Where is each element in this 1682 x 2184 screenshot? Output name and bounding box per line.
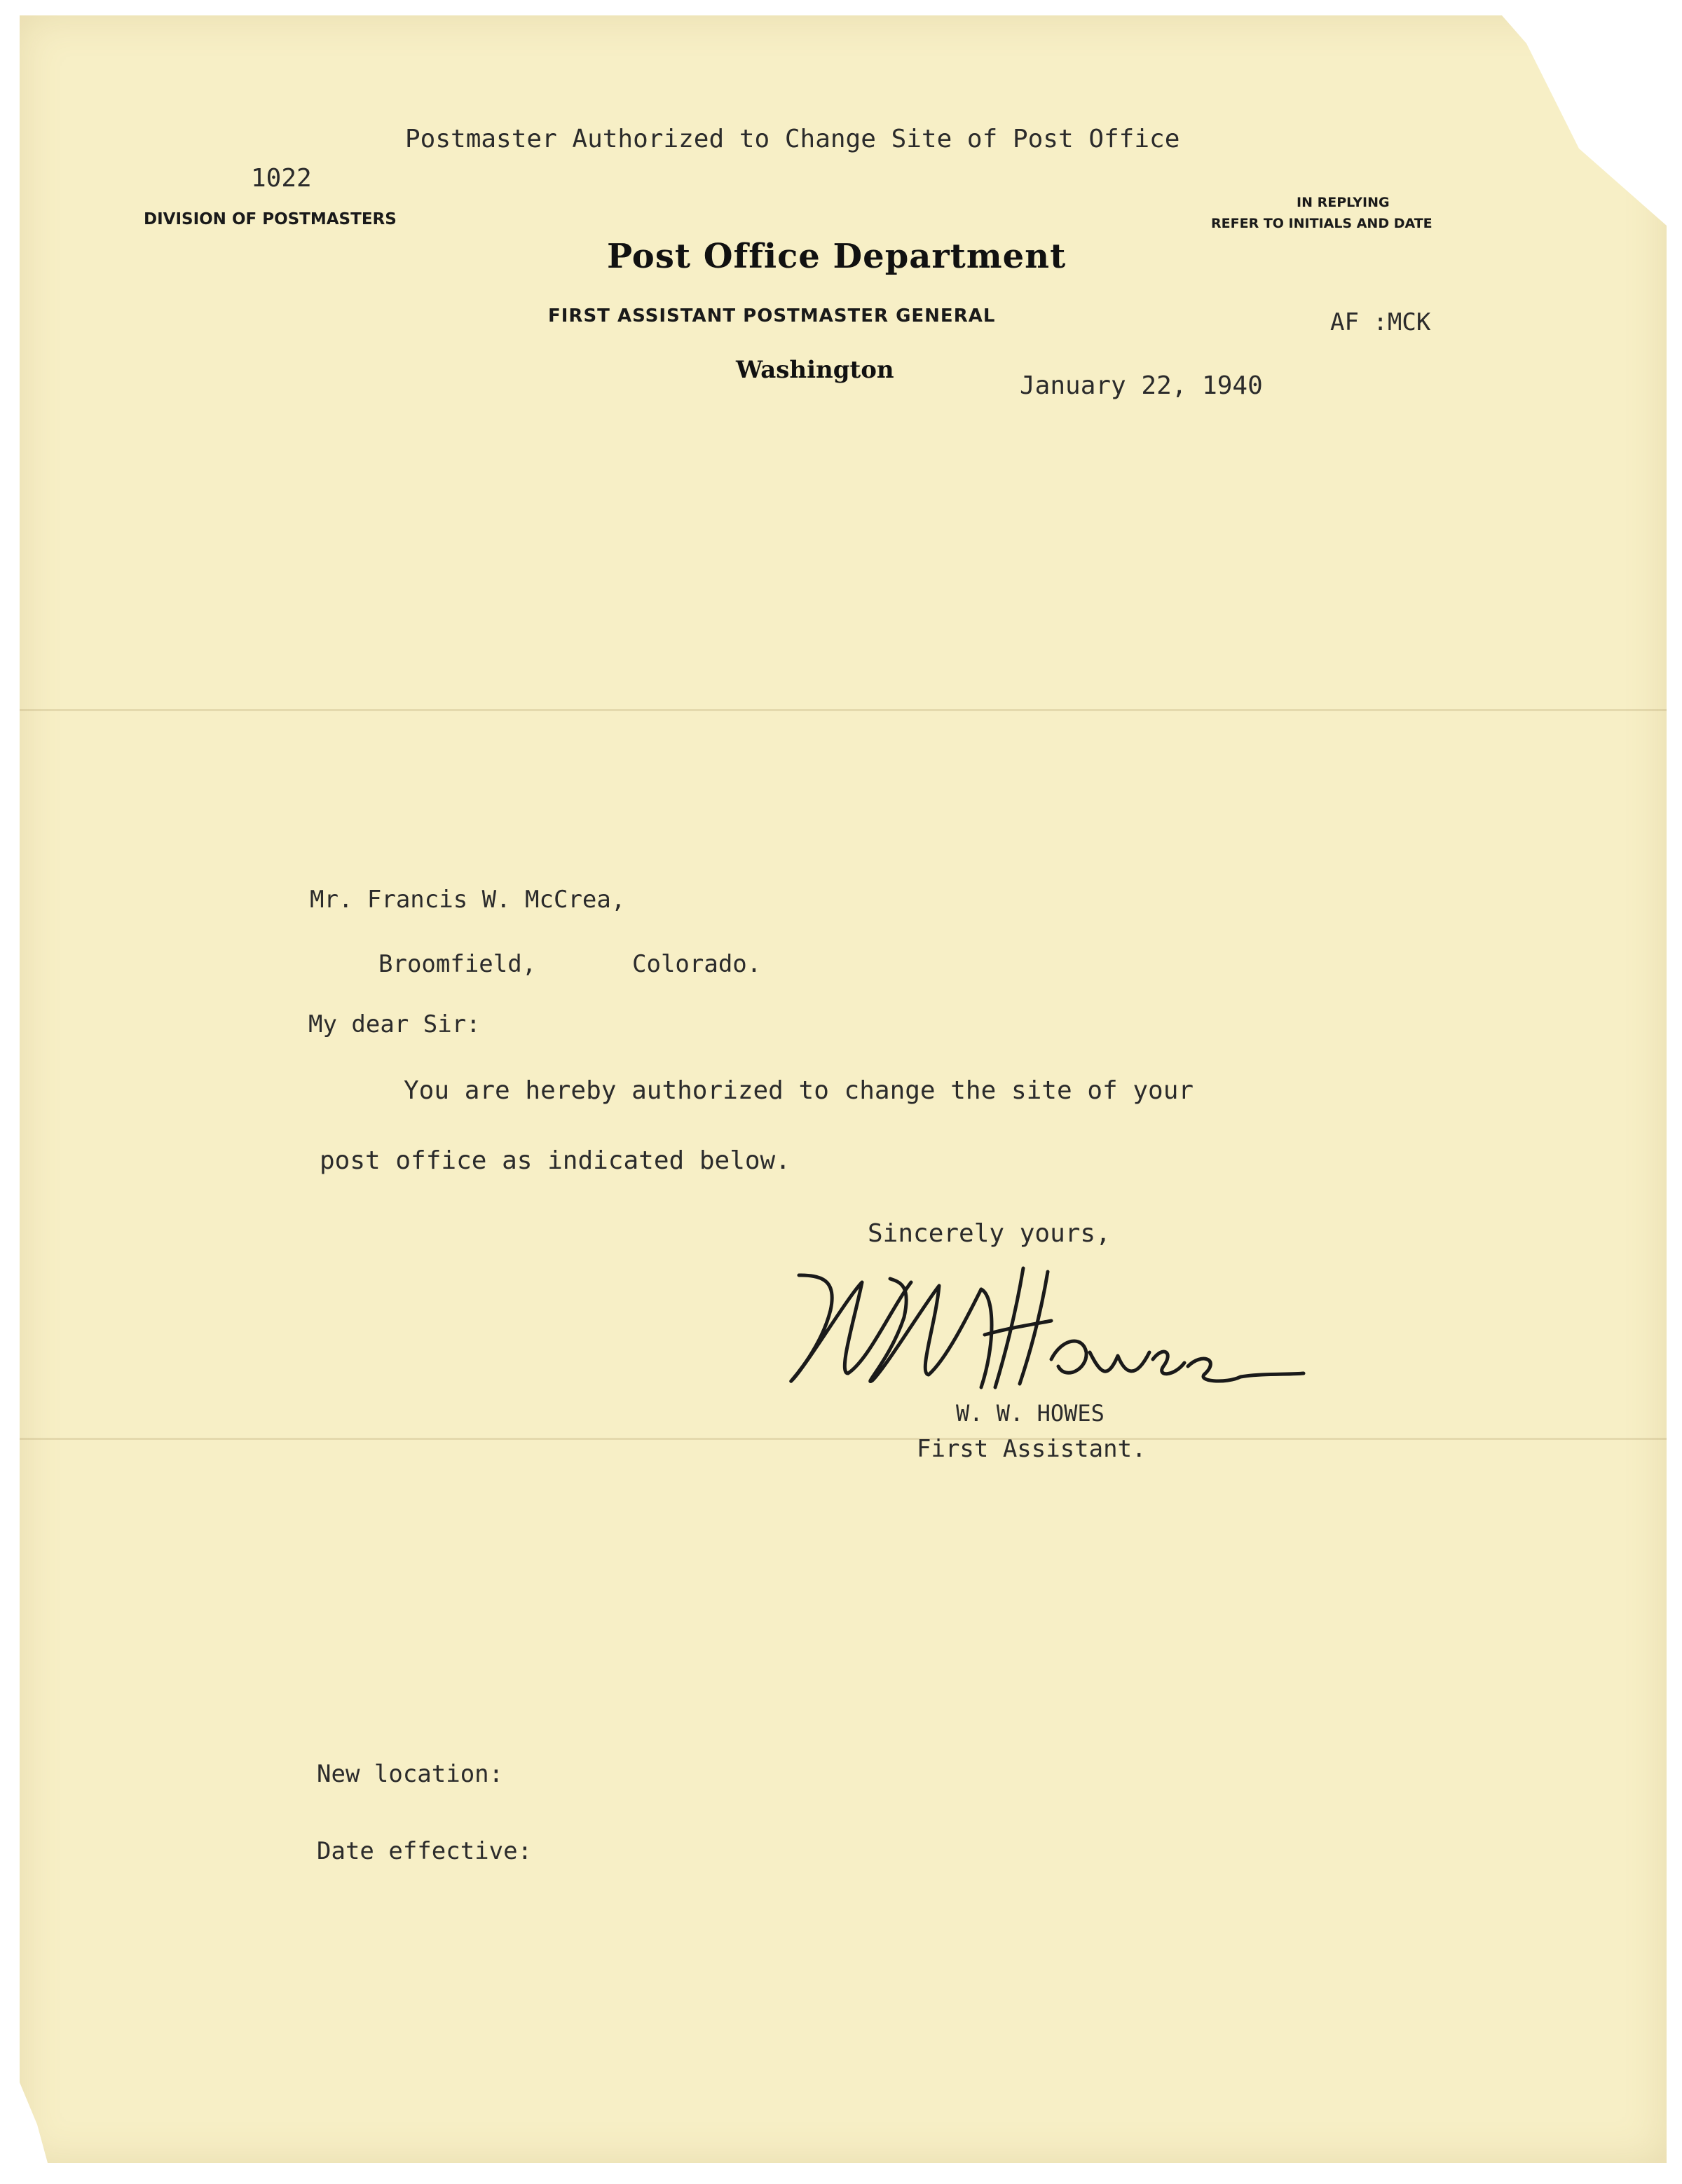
recipient-city: Broomfield, <box>378 950 537 978</box>
fold-crease <box>20 709 1667 711</box>
new-location-label: New location: <box>317 1760 504 1788</box>
city-heading: Washington <box>736 356 894 384</box>
recipient-name: Mr. Francis W. McCrea, <box>310 886 626 914</box>
signer-title: First Assistant. <box>917 1435 1147 1463</box>
replying-note-line1: IN REPLYING <box>1297 195 1390 210</box>
reference-initials: AF :MCK <box>1330 308 1431 336</box>
body-line-1: You are hereby authorized to change the site of your <box>404 1076 1194 1105</box>
division-label: DIVISION OF POSTMASTERS <box>144 210 397 228</box>
form-number: 1022 <box>251 164 312 193</box>
closing: Sincerely yours, <box>868 1219 1111 1248</box>
salutation: My dear Sir: <box>308 1010 481 1038</box>
body-line-2: post office as indicated below. <box>320 1146 791 1175</box>
signer-name: W. W. HOWES <box>956 1400 1105 1427</box>
letter-date: January 22, 1940 <box>1020 371 1263 400</box>
signature-text: W W Howes <box>778 1352 783 1353</box>
recipient-state: Colorado. <box>632 950 762 978</box>
department-heading: Post Office Department <box>607 237 1067 276</box>
form-title: Postmaster Authorized to Change Site of Post Office <box>405 125 1180 153</box>
signature-image <box>771 1254 1318 1401</box>
fold-crease <box>20 1438 1667 1440</box>
office-heading: FIRST ASSISTANT POSTMASTER GENERAL <box>548 305 996 327</box>
replying-note-line2: REFER TO INITIALS AND DATE <box>1211 216 1433 231</box>
date-effective-label: Date effective: <box>317 1837 533 1865</box>
